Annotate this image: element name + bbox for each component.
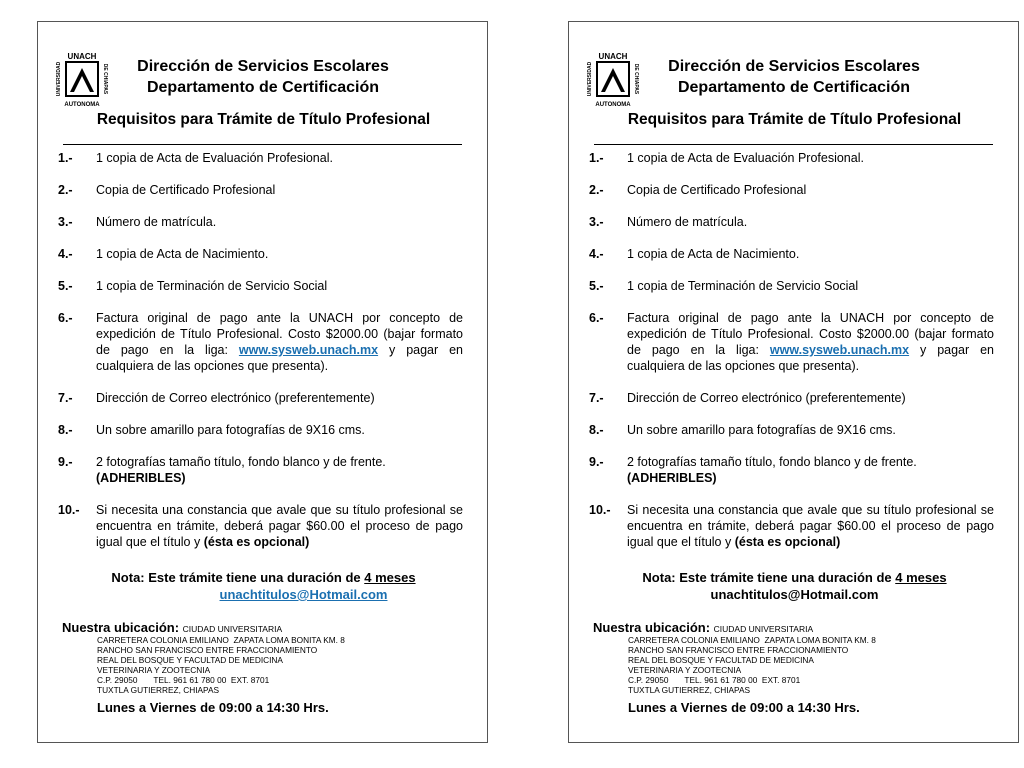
list-item: [589, 278, 994, 294]
item-number: 9.-: [589, 455, 604, 469]
duration-note: [38, 570, 489, 586]
subtitle: Requisitos para Trámite de Título Profesional: [96, 111, 431, 128]
header-line1: Dirección de Servicios Escolares: [668, 58, 920, 75]
list-item: [589, 454, 994, 486]
item-text: 2 fotografías tamaño título, fondo blanco y de frente.: [627, 455, 917, 469]
address-line: RANCHO SAN FRANCISCO ENTRE FRACCIONAMIENTO: [97, 645, 318, 655]
address-line: REAL DEL BOSQUE Y FACULTAD DE MEDICINA: [97, 655, 283, 665]
list-item: [589, 214, 994, 230]
item-number: 8.-: [58, 423, 73, 437]
item-number: 3.-: [58, 215, 73, 229]
list-item: [58, 422, 463, 438]
divider: [63, 144, 462, 145]
list-item: [589, 422, 994, 438]
list-item: [589, 246, 994, 262]
header: [128, 56, 398, 98]
logo-text-bottom: AUTONOMA: [64, 102, 100, 108]
location: [593, 620, 813, 635]
item-text-b: y pagar en cualquiera de las opciones que presenta).: [96, 343, 463, 373]
item-number: 5.-: [58, 279, 73, 293]
item-number: 5.-: [589, 279, 604, 293]
list-item: [58, 214, 463, 230]
sysweb-link[interactable]: [770, 343, 909, 357]
logo-text-left: UNIVERSIDAD: [56, 61, 62, 97]
item-text: Dirección de Correo electrónico (preferentemente): [627, 391, 906, 405]
list-item: [58, 182, 463, 198]
item-number: 10.-: [589, 503, 611, 517]
address-line: CARRETERA COLONIA EMILIANO ZAPATA LOMA BONITA KM. 8: [628, 635, 876, 645]
address-line: RANCHO SAN FRANCISCO ENTRE FRACCIONAMIENTO: [628, 645, 849, 655]
item-text: 1 copia de Acta de Nacimiento.: [96, 247, 269, 261]
logo-text-right: DE CHIAPAS: [102, 63, 108, 95]
requirements-list: [589, 150, 994, 560]
item-number: 6.-: [589, 311, 604, 325]
item-text: 1 copia de Acta de Evaluación Profesional.: [627, 151, 864, 165]
item-bold: (ADHERIBLES): [96, 471, 186, 485]
duration-note: [569, 570, 1020, 586]
list-item: [589, 182, 994, 198]
item-text: 1 copia de Terminación de Servicio Social: [627, 279, 859, 293]
item-number: 10.-: [58, 503, 80, 517]
location-city: CIUDAD UNIVERSITARIA: [182, 624, 283, 634]
item-number: 9.-: [58, 455, 73, 469]
item-text: Número de matrícula.: [96, 215, 217, 229]
location: [62, 620, 282, 635]
header-line1: Dirección de Servicios Escolares: [137, 58, 389, 75]
item-number: 6.-: [58, 311, 73, 325]
list-item: [58, 390, 463, 406]
item-number: 4.-: [589, 247, 604, 261]
item-text: Factura original de pago ante la UNACH por concepto de expedición de Título Profesional. Costo $2000.00 (bajar formato de pago en la liga:: [96, 311, 463, 357]
note-prefix: Nota: Este trámite tiene una duración de: [111, 570, 365, 585]
item-number: 2.-: [589, 183, 604, 197]
item-number: 7.-: [589, 391, 604, 405]
address-line: C.P. 29050 TEL. 961 61 780 00 EXT. 8701: [628, 675, 801, 685]
list-item: [58, 278, 463, 294]
logo-text-bottom: AUTONOMA: [595, 102, 631, 108]
list-item: [589, 310, 994, 374]
link-domain: sysweb.unach.mx: [271, 343, 379, 357]
address-line: CARRETERA COLONIA EMILIANO ZAPATA LOMA BONITA KM. 8: [97, 635, 345, 645]
subtitle: Requisitos para Trámite de Título Profesional: [627, 111, 962, 128]
logo-text-top: UNACH: [67, 52, 97, 61]
address-line: TUXTLA GUTIERREZ, CHIAPAS: [97, 685, 220, 695]
requirements-list: [58, 150, 463, 560]
item-number: 1.-: [589, 151, 604, 165]
item-text: Número de matrícula.: [627, 215, 748, 229]
list-item: [589, 150, 994, 166]
item-text: 1 copia de Acta de Evaluación Profesional.: [96, 151, 333, 165]
item-number: 3.-: [589, 215, 604, 229]
item-number: 7.-: [58, 391, 73, 405]
list-item: [58, 502, 463, 550]
flyer-page-left: [37, 21, 488, 743]
item-text: Copia de Certificado Profesional: [96, 183, 276, 197]
list-item: [589, 390, 994, 406]
logo-text-left: UNIVERSIDAD: [587, 61, 593, 97]
item-number: 1.-: [58, 151, 73, 165]
address-line: REAL DEL BOSQUE Y FACULTAD DE MEDICINA: [628, 655, 814, 665]
list-item: [589, 502, 994, 550]
item-text: Un sobre amarillo para fotografías de 9X16 cms.: [96, 423, 365, 437]
address-line: VETERINARIA Y ZOOTECNIA: [97, 665, 211, 675]
item-text: Un sobre amarillo para fotografías de 9X16 cms.: [627, 423, 896, 437]
logo-text-top: UNACH: [598, 52, 628, 61]
link-domain: sysweb.unach.mx: [802, 343, 910, 357]
office-hours: Lunes a Viernes de 09:00 a 14:30 Hrs.: [97, 700, 329, 715]
address-line: C.P. 29050 TEL. 961 61 780 00 EXT. 8701: [97, 675, 270, 685]
address-line: VETERINARIA Y ZOOTECNIA: [628, 665, 742, 675]
location-label: Nuestra ubicación:: [62, 620, 180, 635]
unach-logo-icon: [52, 48, 112, 110]
note-duration: 4 meses: [895, 570, 947, 585]
sysweb-link[interactable]: [239, 343, 378, 357]
list-item: [58, 246, 463, 262]
item-text-b: y pagar en cualquiera de las opciones que presenta).: [627, 343, 994, 373]
item-text: Factura original de pago ante la UNACH por concepto de expedición de Título Profesional. Costo $2000.00 (bajar formato de pago en la liga:: [627, 311, 994, 357]
location-label: Nuestra ubicación:: [593, 620, 711, 635]
divider: [594, 144, 993, 145]
item-text: Copia de Certificado Profesional: [627, 183, 807, 197]
logo-text-right: DE CHIAPAS: [633, 63, 639, 95]
item-number: 8.-: [589, 423, 604, 437]
item-text: 2 fotografías tamaño título, fondo blanco y de frente.: [96, 455, 386, 469]
item-number: 2.-: [58, 183, 73, 197]
location-city: CIUDAD UNIVERSITARIA: [713, 624, 814, 634]
item-text: Dirección de Correo electrónico (preferentemente): [96, 391, 375, 405]
link-www: www.: [238, 343, 272, 357]
item-text: 1 copia de Terminación de Servicio Social: [96, 279, 328, 293]
address-block: [97, 635, 345, 695]
item-bold: (ésta es opcional): [203, 535, 310, 549]
item-bold: (ésta es opcional): [734, 535, 841, 549]
office-hours: Lunes a Viernes de 09:00 a 14:30 Hrs.: [628, 700, 860, 715]
email-text: unachtitulos@Hotmail.com: [710, 587, 879, 602]
item-text: Si necesita una constancia que avale que su título profesional se encuentra en trámite, deberá pagar $60.00 el proceso de pago igual que el título y: [627, 503, 994, 549]
list-item: [58, 310, 463, 374]
link-www: www.: [769, 343, 803, 357]
address-block: [628, 635, 876, 695]
flyer-page-right: [568, 21, 1019, 743]
address-line: TUXTLA GUTIERREZ, CHIAPAS: [628, 685, 751, 695]
item-text: Si necesita una constancia que avale que su título profesional se encuentra en trámite, deberá pagar $60.00 el proceso de pago igual que el título y: [96, 503, 463, 549]
item-bold: (ADHERIBLES): [627, 471, 717, 485]
note-prefix: Nota: Este trámite tiene una duración de: [642, 570, 896, 585]
header-line2: Departamento de Certificación: [146, 79, 380, 96]
item-number: 4.-: [58, 247, 73, 261]
email-link[interactable]: unachtitulos@Hotmail.com: [219, 587, 388, 602]
item-text: 1 copia de Acta de Nacimiento.: [627, 247, 800, 261]
note-duration: 4 meses: [364, 570, 416, 585]
list-item: [58, 150, 463, 166]
unach-logo-icon: [583, 48, 643, 110]
header-line2: Departamento de Certificación: [677, 79, 911, 96]
list-item: [58, 454, 463, 486]
header: [659, 56, 929, 98]
